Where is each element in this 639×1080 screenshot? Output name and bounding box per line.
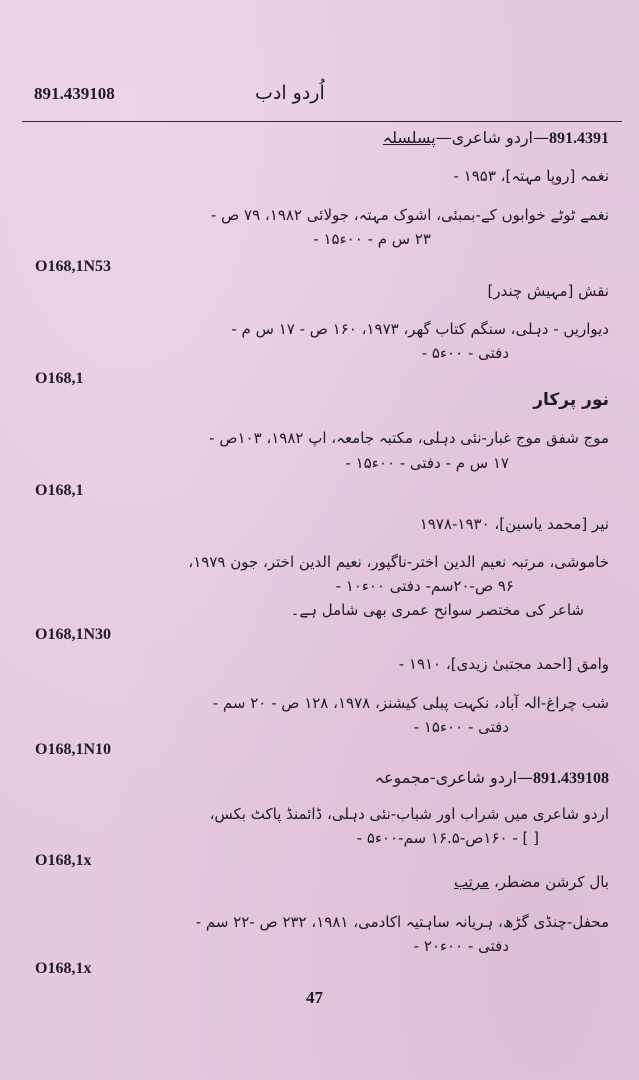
entry-line: نغمے ٹوٹے خوابوں کے-بمبئی، اشوک مہتہ، جولائی ۱۹۸۲، ۷۹ ص - (210, 206, 609, 224)
page-number: 47 (306, 988, 323, 1007)
entry-line: دیواریں - دہلی، سنگم کتاب گھر، ۱۹۷۳، ۱۶۰ ص - ۱۷ س م - (231, 320, 609, 338)
entry-line: ۹۶ ص-۲۰سم- دفتی ۰۰ء۱۰ - (335, 577, 514, 595)
section-heading-2: 891.439108—اردو شاعری-مجموعہ (374, 768, 609, 787)
entry-classification: O168,1N53 (35, 258, 111, 275)
entry-classification: O168,1N30 (35, 626, 111, 643)
entry-line: دفتی - ۰۰ء۱۵ - (413, 718, 509, 736)
entry-classification: O168,1x (35, 852, 92, 869)
header-title: اُردو ادب (255, 82, 325, 104)
entry-note: شاعر کی مختصر سوانح عمری بھی شامل ہے۔ (290, 601, 584, 619)
entry-author: نغمہ [روپا مہتہ]، ۱۹۵۳ - (453, 167, 609, 185)
section-subtitle: پسلسلہ (382, 128, 436, 147)
section-title: اردو شاعری (451, 128, 533, 147)
section-title: اردو شاعری-مجموعہ (374, 768, 517, 787)
entry-line: شب چراغ-الہ آباد، نکہت پبلی کیشنز، ۱۹۷۸، ۱۲۸ ص - ۲۰ سم - (212, 694, 609, 712)
entry-author: نیر [محمد یاسین]، ۱۹۳۰-۱۹۷۸ (419, 515, 609, 533)
entry-line: خاموشی، مرتبہ نعیم الدین اختر-ناگپور، نعیم الدین اختر، جون ۱۹۷۹، (188, 553, 609, 571)
section-heading-1: 891.4391—اردو شاعری—پسلسلہ (382, 128, 609, 147)
header-rule (22, 121, 622, 122)
entry-line: [ ] - ۱۶۰ص-۱۶.۵ سم-۰۰ء۵ - (356, 829, 539, 847)
entry-author: وامق [احمد مجتبیٰ زیدی]، ۱۹۱۰ - (398, 655, 609, 673)
entry-line: ۱۷ س م - دفتی - ۰۰ء۱۵ - (345, 454, 509, 472)
entry-line: ۲۳ س م - ۰۰ء۱۵ - (313, 230, 431, 248)
header-class-number: 891.439108 (34, 84, 115, 103)
entry-line: محفل-چنڈی گڑھ، ہریانہ ساہتیہ اکادمی، ۱۹۸۱، ۲۳۲ ص -۲۲ سم - (195, 913, 609, 931)
section-number: 891.4391 (549, 130, 609, 147)
entry-classification: O168,1x (35, 960, 92, 977)
entry-author-line (454, 872, 609, 892)
entry-role: مرتب (453, 873, 490, 891)
entry-line: اردو شاعری میں شراب اور شباب-نئی دہلی، ڈائمنڈ پاکٹ بکس، (209, 805, 609, 823)
entry-line: دفتی - ۰۰ء۲۰ - (413, 937, 509, 955)
entry-author: نقش [مہیش چندر] (487, 282, 609, 300)
entry-author: نور پرکار (533, 390, 609, 410)
entry-classification: O168,1 (35, 370, 84, 387)
entry-classification: O168,1 (35, 482, 84, 499)
entry-classification: O168,1N10 (35, 741, 111, 758)
entry-line: دفتی - ۰۰ء۵ - (421, 344, 509, 362)
section-number: 891.439108 (533, 770, 609, 787)
entry-author: بال کرشن مضطر، (493, 873, 609, 891)
entry-line: موج شفق موج غبار-نئی دہلی، مکتبہ جامعہ، اپ ۱۹۸۲، ۱۰۳ص - (209, 429, 609, 447)
